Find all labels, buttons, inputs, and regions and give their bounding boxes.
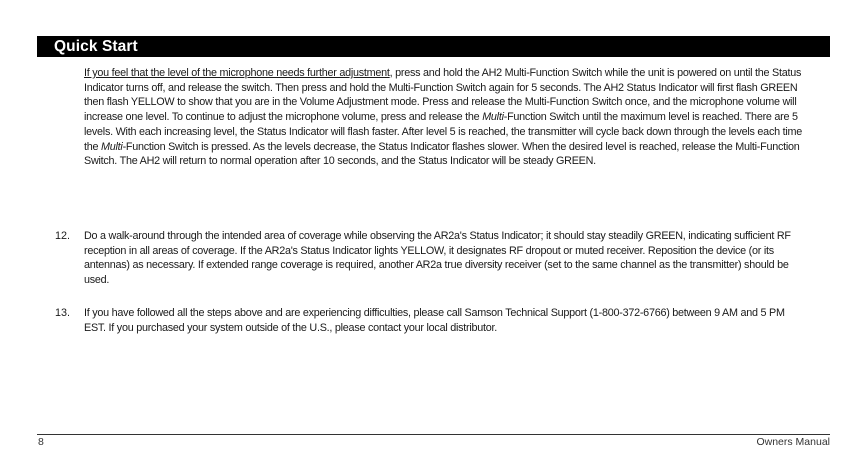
footer-divider — [37, 434, 830, 435]
step-13-number: 13. — [55, 307, 71, 319]
intro-lead-text: If you feel that the level of the microphone needs further adjustment — [84, 67, 390, 79]
section-title: Quick Start — [54, 38, 138, 55]
intro-text-part3: -Function Switch is pressed. As the levels decrease, the Status Indicator flashes slower. When the desired level is reached, release the Multi-Function Switch. The AH2 will return to normal operation after 10 seconds, and the Status Indicator will be steady GREEN. — [84, 140, 800, 168]
intro-text-part1: , press and hold the AH2 Multi-Function Switch while the unit is powered on until the Status Indicator turns off, and release the switch. Then press and hold the Multi-Function Switch again for 5 seconds. The AH2 Status Indicator will first flash GREEN then flash YELLOW to show that you are in the Volume Adjustment mode. Press and release the Multi-Function Switch once, and the microphone volume will increase one level. To continue to adjust the microphone volume, press and release the — [84, 67, 802, 124]
intro-text-part2: -Function Switch until the maximum level is reached. There are 5 levels. With each increasing level, the Status Indicator will flash faster. After level 5 is reached, the transmitter will cycle back down through the levels each time the — [84, 111, 802, 153]
section-header-bar — [37, 36, 830, 57]
footer-page-number: 8 — [38, 436, 44, 448]
step-12-number: 12. — [55, 230, 71, 242]
step-12-text: Do a walk-around through the intended area of coverage while observing the AR2a's Status Indicator; it should stay steadily GREEN, indicating sufficient RF reception in all areas of coverage. If the AR2a's Status Indicator lights YELLOW, it designates RF dropout or muted receiver. Reposition the device (or its antennas) as necessary. If extended range coverage is required, another AR2a true diversity receiver (set to the same channel as the transmitter) should be used. — [84, 230, 791, 287]
step-13-text: If you have followed all the steps above and are experiencing difficulties, please call Samson Technical Support (1-800-372-6766) between 9 AM and 5 PM EST. If you purchased your system outside of the U.S., please contact your local distributor. — [84, 307, 785, 334]
intro-italic-2: Multi — [101, 140, 123, 153]
intro-italic-1: Multi — [482, 111, 504, 124]
intro-paragraph — [84, 66, 804, 169]
footer-manual-label: Owners Manual — [756, 436, 830, 448]
